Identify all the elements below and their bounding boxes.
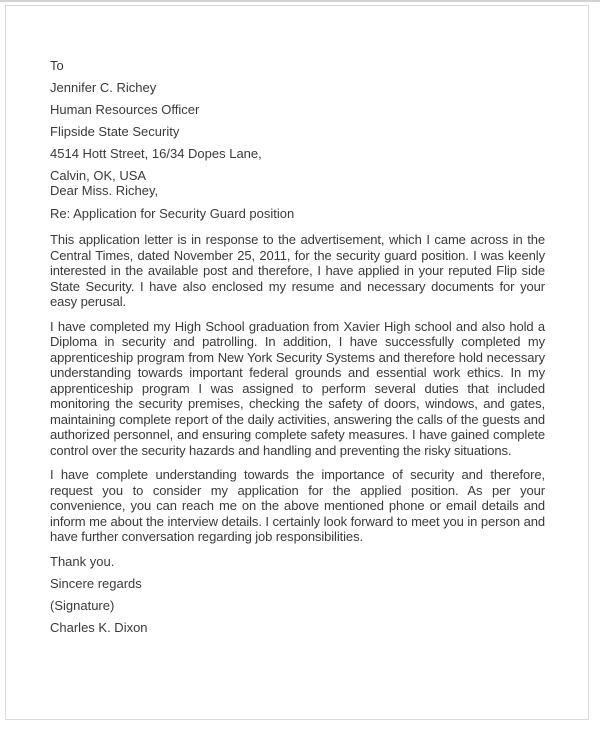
- paragraph-intro: This application letter is in response to the advertisement, which I came across in the Central Times, dated November 25, 2011, for the security guard position. I was keenly interested in the available post and therefore, I have applied in your reputed Flip side State Security. I have also enclosed my resume and necessary documents for your easy perusal.: [50, 232, 545, 309]
- salutation: Dear Miss. Richey,: [50, 183, 159, 198]
- recipient-city: Calvin, OK, USA: [50, 168, 147, 183]
- paragraph-qualifications: I have completed my High School graduation from Xavier High school and also hold a Diploma in security and patrolling. In addition, I have successfully completed my apprenticeship program from New York Security Systems and therefore hold necessary understanding towards important federal grounds and essential work ethics. In my apprenticeship program I was assigned to perform several duties that included monitoring the security premises, checking the safety of doors, windows, and gates, maintaining complete report of the daily activities, answering the calls of the guests and authorized personnel, and ensuring complete safety measures. I have gained complete control over the security hazards and handling and preventing the risky situations.: [50, 318, 545, 458]
- paragraph-closing-request: I have complete understanding towards the importance of security and therefore, request you to consider my application for the applied position. As per your convenience, you can reach me on the above mentioned phone or email details and inform me about the interview details. I certainly look forward to meet you in person and have further conversation regarding job responsibilities.: [50, 467, 545, 544]
- subject-line: Re: Application for Security Guard position: [50, 206, 295, 221]
- recipient-name: Jennifer C. Richey: [50, 80, 157, 95]
- thank-you-line: Thank you.: [50, 553, 115, 569]
- recipient-title: Human Resources Officer: [50, 102, 200, 117]
- window-top-edge: [0, 0, 600, 2]
- recipient-street: 4514 Hott Street, 16/34 Dopes Lane,: [50, 146, 262, 161]
- sender-name: Charles K. Dixon: [50, 619, 148, 635]
- recipient-company: Flipside State Security: [50, 124, 180, 139]
- regards-line: Sincere regards: [50, 575, 142, 591]
- recipient-line-to: To: [50, 58, 64, 73]
- signature-placeholder: (Signature): [50, 597, 115, 613]
- letter-page: [5, 5, 589, 720]
- letter-content: [6, 6, 588, 642]
